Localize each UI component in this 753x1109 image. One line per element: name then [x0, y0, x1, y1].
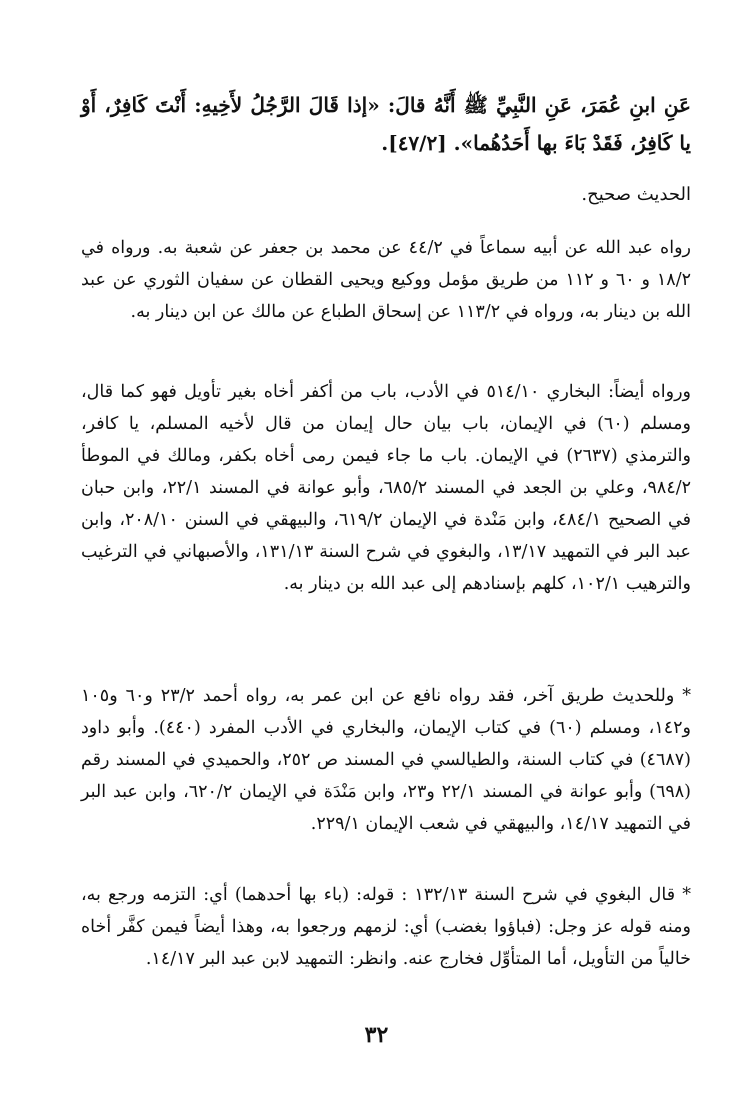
- paragraph-narration: رواه عبد الله عن أبيه سماعاً في ٤٤/٢ عن محمد بن جعفر عن شعبة به. ورواه في ١٨/٢ و ٦٠ و ١١٢ من طريق مؤمل ووكيع ويحيى القطان عن سفيان الثوري عن عبد الله بن دينار به، ورواه في ١١٣/٢ عن إسحاق الطباع عن مالك عن ابن دينار به.: [81, 238, 691, 322]
- hadith-text: عَنِ ابنِ عُمَرَ، عَنِ النَّبِيِّ ﷺ أَنَّهُ قالَ: «إذا قَالَ الرَّجُلُ لأَخِيهِ: أَنْتَ كَافِرٌ، أَوْ يا كَافِرُ، فَقَدْ بَاءَ بها أَحَدُهُما». [٤٧/٢].: [81, 93, 691, 155]
- hadith-grade: الحديث صحيح.: [581, 184, 691, 205]
- page-number: ٣٢: [364, 1022, 389, 1048]
- paragraph-nafi-route: * وللحديث طريق آخر، فقد رواه نافع عن ابن عمر به، رواه أحمد ٢٣/٢ و٦٠ و١٠٥ و١٤٢، ومسلم (٦٠) في كتاب الإيمان، والبخاري في الأدب المفرد (٤٤٠). وأبو داود (٤٦٨٧) في كتاب السنة، والطيالسي في المسند ص ٢٥٢، والحميدي في المسند رقم (٦٩٨) وأبو عوانة في المسند ٢٢/١ و٢٣، وابن مَنْدَة في الإيمان ٦٢٠/٢، وابن عبد البر في التمهيد ١٤/١٧، والبيهقي في شعب الإيمان ٢٢٩/١.: [81, 686, 692, 834]
- paragraph-baghawi-commentary: * قال البغوي في شرح السنة ١٣٢/١٣ : قوله: (باء بها أحدهما) أي: التزمه ورجع به، ومنه قوله عز وجل: (فباؤوا بغضب) أي: لزمهم ورجعوا به، وهذا أيضاً فيمن كفَّر أخاه خالياً من التأويل، أما المتأوِّل فخارج عنه. وانظر: التمهيد لابن عبد البر ١٤/١٧.: [81, 885, 691, 969]
- paragraph-other-sources: ورواه أيضاً: البخاري ٥١٤/١٠ في الأدب، باب من أكفر أخاه بغير تأويل فهو كما قال، ومسلم (٦٠) في الإيمان، باب بيان حال إيمان من قال لأخيه المسلم، يا كافر، والترمذي (٢٦٣٧) في الإيمان. باب ما جاء فيمن رمى أخاه بكفر، ومالك في الموطأ ٩٨٤/٢، وعلي بن الجعد في المسند ٦٨٥/٢، وأبو عوانة في المسند ٢٢/١، وابن حبان في الصحيح ٤٨٤/١، وابن مَنْدة في الإيمان ٦١٩/٢، والبيهقي في السنن ٢٠٨/١٠، وابن عبد البر في التمهيد ١٣/١٧، والبغوي في شرح السنة ١٣١/١٣، والأصبهاني في الترغيب والترهيب ١٠٢/١، كلهم بإسنادهم إلى عبد الله بن دينار به.: [81, 382, 692, 594]
